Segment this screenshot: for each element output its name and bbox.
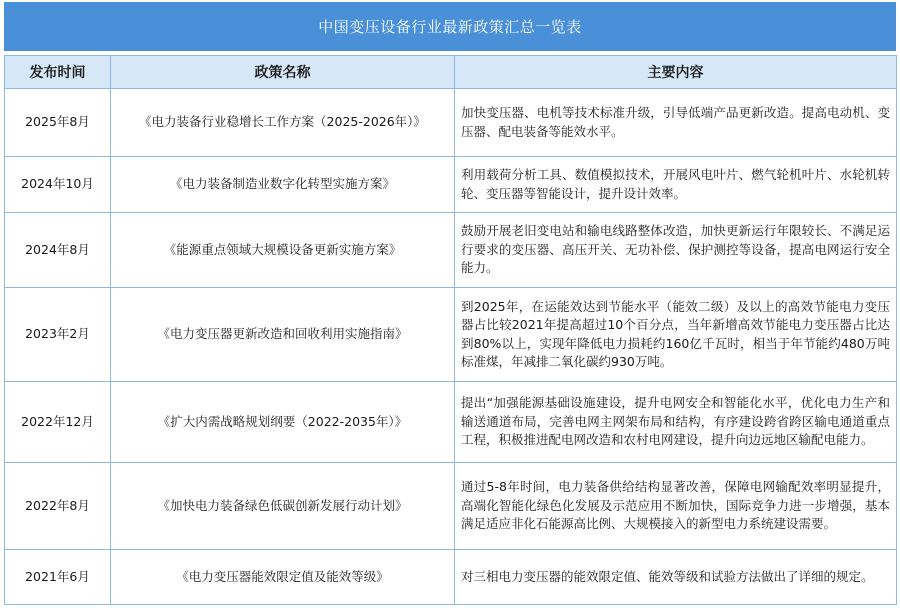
table-row [5,213,897,288]
row-policy-name: 《电力变压器更新改造和回收利用实施指南》 [111,288,455,382]
header-content: 主要内容 [455,56,897,89]
table-row [5,463,897,550]
header-date: 发布时间 [5,56,111,89]
row-date: 2025年8月 [5,89,111,157]
policy-table-container [4,2,896,606]
row-date: 2022年12月 [5,382,111,463]
row-policy-name: 《电力装备制造业数字化转型实施方案》 [111,157,455,213]
header-name: 政策名称 [111,56,455,89]
row-content: 加快变压器、电机等技术标准升级，引导低端产品更新改造。提高电动机、变压器、配电装备等能效水平。 [455,89,897,157]
table-row [5,550,897,605]
row-content: 鼓励开展老旧变电站和输电线路整体改造，加快更新运行年限较长、不满足运行要求的变压器、高压开关、无功补偿、保护测控等设备，提高电网运行安全能力。 [455,213,897,288]
row-content: 对三相电力变压器的能效限定值、能效等级和试验方法做出了详细的规定。 [455,550,897,605]
row-policy-name: 《能源重点领域大规模设备更新实施方案》 [111,213,455,288]
row-content: 提出“加强能源基础设施建设，提升电网安全和智能化水平，优化电力生产和输送通道布局，完善电网主网架布局和结构，有序建设跨省跨区输电通道重点工程，积极推进配电网改造和农村电网建设，提升向边远地区输配电能力。 [455,382,897,463]
table-row [5,89,897,157]
table-header-row [5,56,897,89]
table-row [5,157,897,213]
row-policy-name: 《电力变压器能效限定值及能效等级》 [111,550,455,605]
row-policy-name: 《加快电力装备绿色低碳创新发展行动计划》 [111,463,455,550]
row-content: 利用载荷分析工具、数值模拟技术，开展风电叶片、燃气轮机叶片、水轮机转轮、变压器等智能设计，提升设计效率。 [455,157,897,213]
table-title: 中国变压设备行业最新政策汇总一览表 [4,2,896,51]
row-content: 到2025年，在运能效达到节能水平（能效二级）及以上的高效节能电力变压器占比较2021年提高超过10个百分点，当年新增高效节能电力变压器占比达到80%以上，实现年降低电力损耗约160亿千瓦时，相当于年节能约480万吨标准煤，年减排二氧化碳约930万吨。 [455,288,897,382]
row-policy-name: 《扩大内需战略规划纲要（2022-2035年）》 [111,382,455,463]
table-row [5,382,897,463]
row-content: 通过5-8年时间，电力装备供给结构显著改善，保障电网输配效率明显提升，高端化智能化绿色化发展及示范应用不断加快，国际竞争力进一步增强，基本满足适应非化石能源高比例、大规模接入的新型电力系统建设需要。 [455,463,897,550]
row-policy-name: 《电力装备行业稳增长工作方案（2025-2026年）》 [111,89,455,157]
policy-table [4,55,897,605]
row-date: 2024年10月 [5,157,111,213]
row-date: 2024年8月 [5,213,111,288]
table-row [5,288,897,382]
row-date: 2021年6月 [5,550,111,605]
row-date: 2022年8月 [5,463,111,550]
row-date: 2023年2月 [5,288,111,382]
